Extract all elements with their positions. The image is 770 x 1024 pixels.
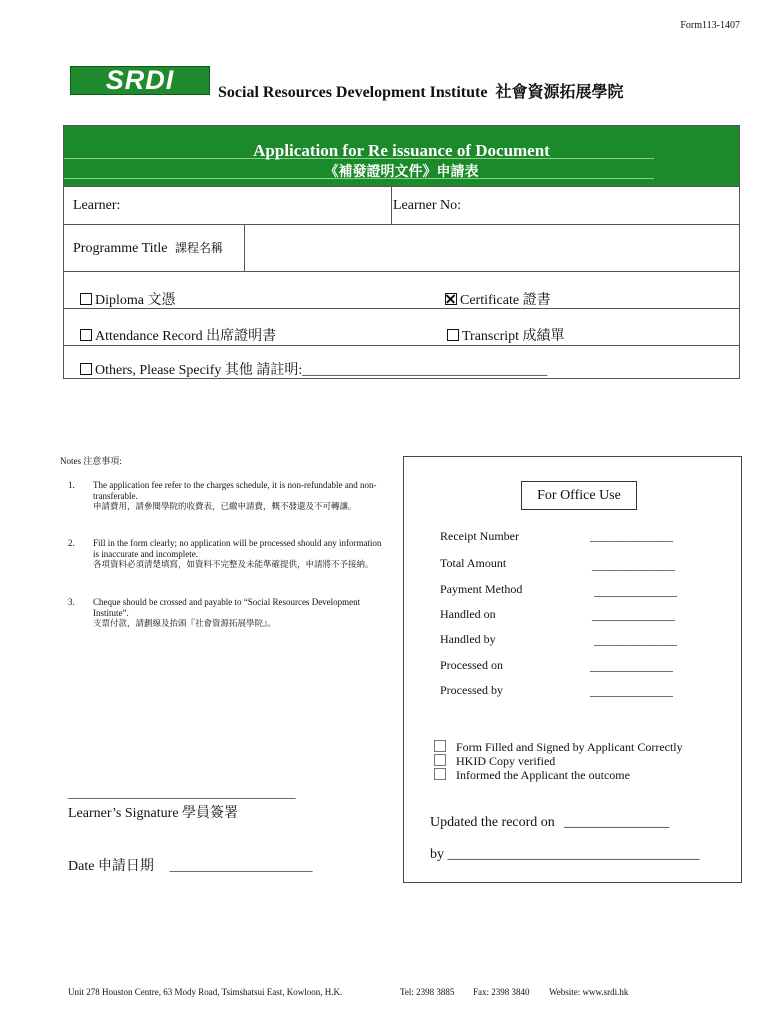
note-number: 3. (68, 597, 75, 607)
programme-title-label (73, 239, 223, 257)
note-text-en: The application fee refer to the charges schedule, it is non-refundable and non-transferable. (93, 480, 377, 501)
transcript-checkbox[interactable] (447, 329, 459, 341)
by-label: by (430, 847, 444, 862)
others-specify-blank[interactable]: ___________________________________ (302, 363, 548, 378)
form-filled-label: Form Filled and Signed by Applicant Correctly (456, 740, 683, 754)
footer-fax: Fax: 2398 3840 (473, 987, 530, 997)
form-filled-checkbox[interactable] (434, 740, 446, 752)
hkid-verified-label: HKID Copy verified (456, 754, 556, 768)
hkid-verified-checkbox[interactable] (434, 754, 446, 766)
note-text-en: Fill in the form clearly; no application will be processed should any information is inaccurate and incomplete. (93, 538, 382, 559)
updated-record-label: Updated the record on (430, 815, 555, 830)
total-amount-label: Total Amount (440, 556, 507, 570)
by-blank[interactable]: ____________________________________ (447, 847, 700, 862)
footer-address: Unit 278 Houston Centre, 63 Mody Road, Tsimshatsui East, Kowloon, H.K. (68, 987, 343, 997)
diploma-checkbox[interactable] (80, 293, 92, 305)
programme-title-en: Programme Title (73, 241, 168, 256)
processed-on-label: Processed on (440, 658, 503, 672)
option-certificate[interactable] (445, 289, 551, 309)
check-informed-outcome[interactable] (434, 768, 630, 783)
handled-by-label: Handled by (440, 632, 496, 646)
form-number: Form113-1407 (680, 20, 740, 31)
application-form-table (63, 125, 740, 379)
form-title-en: Application for Re issuance of Document (253, 141, 550, 160)
form-title-banner (64, 126, 739, 186)
receipt-number-blank[interactable]: _______________ (590, 529, 673, 543)
signature-line[interactable]: ___________________________________ (68, 785, 296, 800)
certificate-checkbox-checked[interactable] (445, 293, 457, 305)
learner-signature-label: Learner’s Signature 學員簽署 (68, 806, 239, 821)
check-form-filled[interactable] (434, 740, 683, 755)
option-diploma[interactable] (80, 289, 176, 309)
total-amount-blank[interactable]: _______________ (592, 558, 675, 572)
handled-by-blank[interactable]: _______________ (594, 633, 677, 647)
note-text-zh: 申請費用，請參閱學院的收費表，已繳申請費，概不發還及不可轉讓。 (93, 502, 357, 512)
others-checkbox[interactable] (80, 363, 92, 375)
handled-on-blank[interactable]: _______________ (592, 608, 675, 622)
informed-outcome-label: Informed the Applicant the outcome (456, 768, 630, 782)
others-label: Others, Please Specify 其他 請註明: (95, 363, 303, 378)
learner-no-field-label: Learner No: (393, 198, 462, 213)
form-title-zh: 《補發證明文件》申請表 (324, 164, 479, 180)
attendance-record-label: Attendance Record 出席證明書 (95, 329, 277, 344)
notes-heading: Notes 注意事項: (60, 456, 122, 466)
notes-section (60, 456, 390, 629)
date-blank[interactable]: ______________________ (169, 858, 313, 873)
informed-outcome-checkbox[interactable] (434, 768, 446, 780)
footer-tel: Tel: 2398 3885 (400, 987, 455, 997)
check-hkid-verified[interactable] (434, 754, 555, 769)
option-attendance-record[interactable] (80, 325, 276, 345)
institute-name-en: Social Resources Development Institute (218, 84, 488, 101)
transcript-label: Transcript 成績單 (462, 329, 565, 344)
note-text-zh: 支票付款，請劃線及抬頭『社會資源拓展學院』。 (93, 619, 276, 629)
date-label: Date 申請日期 (68, 859, 154, 874)
processed-by-blank[interactable]: _______________ (590, 684, 673, 698)
learner-field-label: Learner: (73, 198, 121, 213)
institute-name (218, 79, 623, 102)
processed-on-blank[interactable]: _______________ (590, 659, 673, 673)
by-row (430, 847, 700, 863)
option-transcript[interactable] (447, 325, 565, 345)
note-number: 2. (68, 538, 75, 548)
institute-name-zh: 社會資源拓展學院 (495, 82, 624, 101)
programme-title-zh: 課程名稱 (175, 241, 224, 255)
footer-website[interactable]: Website: www.srdi.hk (549, 987, 629, 997)
diploma-label: Diploma 文憑 (95, 293, 176, 308)
updated-record-row (430, 815, 669, 831)
attendance-record-checkbox[interactable] (80, 329, 92, 341)
updated-record-blank[interactable]: _______________ (564, 815, 670, 830)
note-text-zh: 各項資料必須清楚填寫，如資料不完整及未能準確提供，申請將不予接納。 (93, 560, 374, 570)
note-number: 1. (68, 480, 75, 490)
receipt-number-label: Receipt Number (440, 529, 519, 543)
office-use-box (403, 456, 742, 883)
payment-method-blank[interactable]: _______________ (594, 584, 677, 598)
srdi-logo: SRDI (70, 66, 210, 95)
date-row (68, 855, 312, 875)
payment-method-label: Payment Method (440, 582, 523, 596)
processed-by-label: Processed by (440, 683, 503, 697)
certificate-label: Certificate 證書 (460, 293, 551, 308)
option-others[interactable] (80, 359, 547, 379)
office-use-title: For Office Use (521, 481, 637, 510)
note-text-en: Cheque should be crossed and payable to “Social Resources Development Institute”. (93, 597, 361, 618)
handled-on-label: Handled on (440, 607, 496, 621)
